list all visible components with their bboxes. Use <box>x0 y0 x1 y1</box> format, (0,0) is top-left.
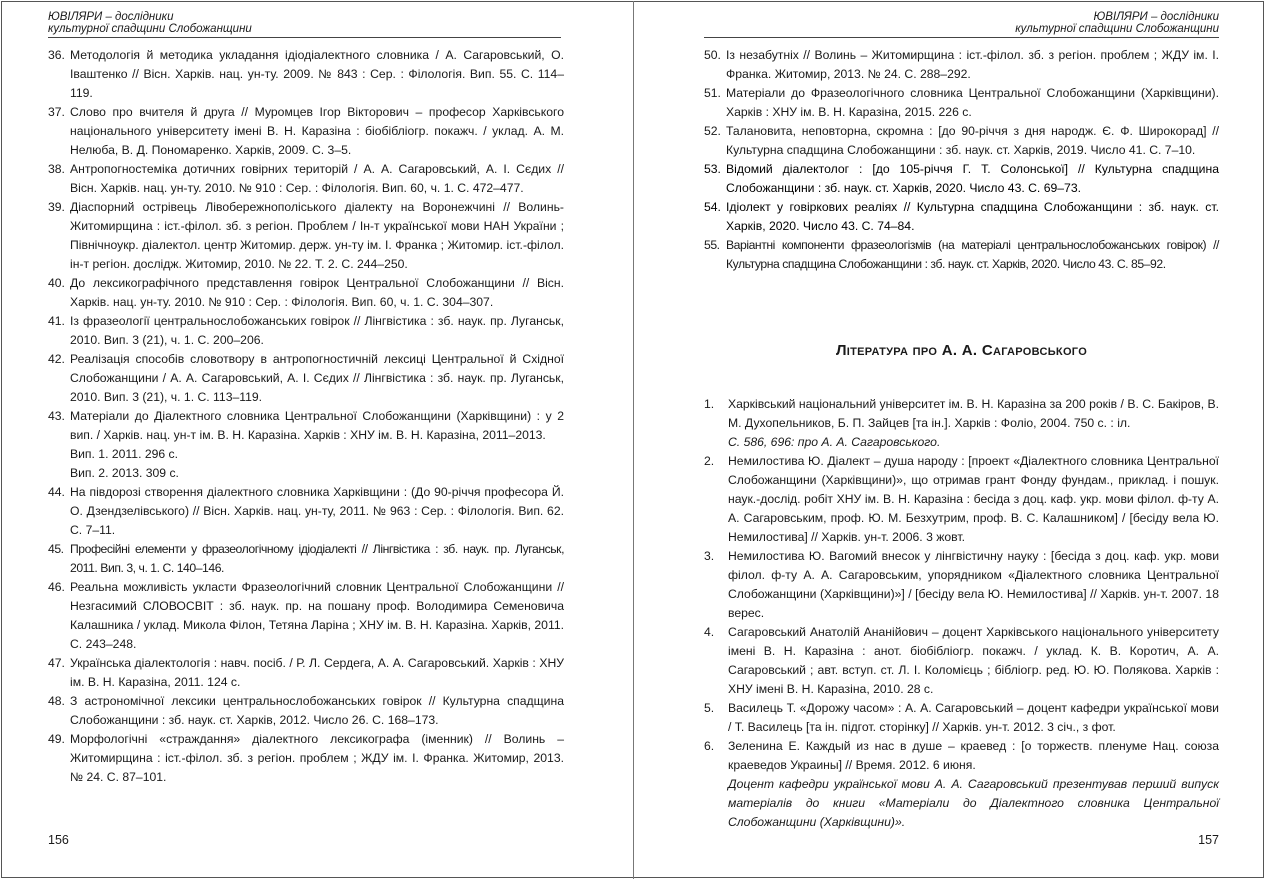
bibliography-entry <box>48 198 564 274</box>
header-rule-right <box>704 37 1219 38</box>
entry-number: 37. <box>48 105 65 119</box>
entry-text: Варіантні компоненти фразеологізмів (на матеріалі центральнослобожанських говірок) // Культурна спадщина Слобожанщини : зб. наук. ст. Харків, 2020. Число 43. С. 85–92. <box>726 238 1219 271</box>
entry-text: На півдорозі створення діалектного словника Харківщини : (До 90-річчя професора Й. О. Дзендзелівського) // Вісн. Харків. нац. ун-ту, 2011. № 963 : Сер. : Філологія. Вип. 62. С. 7–11. <box>70 485 564 537</box>
entry-number: 4. <box>704 625 715 639</box>
header-rule-left <box>48 37 561 38</box>
running-head-line2: культурної спадщини Слобожанщини <box>48 23 252 35</box>
bibliography-entry <box>48 578 564 654</box>
entry-number: 52. <box>704 124 721 138</box>
entry-text: Професійні елементи у фразеологічному ідіодіалекті // Лінгвістика : зб. наук. пр. Луганськ, 2011. Вип. 3, ч. 1. С. 140–146. <box>70 542 564 575</box>
entry-text: Немилостива Ю. Вагомий внесок у лінгвістичну науку : [бесіда з доц. каф. укр. мови філол. ф-ту А. А. Сагаровським, упорядником «Діалектного словника Центральної Слобожанщини (Харківщини)»] / [бесіду вела Ю. Немилостива] // Харків. ун-т. 2007. 18 верес. <box>728 549 1219 620</box>
entry-number: 42. <box>48 352 65 366</box>
entry-text: Із незабутніх // Волинь – Житомирщина : іст.-філол. зб. з регіон. проблем ; ЖДУ ім. І. Франка. Житомир, 2013. № 24. С. 288–292. <box>726 48 1219 81</box>
entry-number: 38. <box>48 162 65 176</box>
entry-number: 36. <box>48 48 65 62</box>
bibliography-entry <box>48 654 564 692</box>
entry-italic-note: Доцент кафедри української мови А. А. Сагаровський презентував перший випуск матеріалів до книги «Матеріали до Діалектного словника Центральної Слобожанщини (Харківщини)». <box>728 777 1219 829</box>
entry-number: 46. <box>48 580 65 594</box>
entry-text: Сагаровський Анатолій Ананійович – доцент Харківського національного університету імені В. Н. Каразіна : анот. біобібліогр. покажч. / уклад. К. В. Коротич, А. А. Сагаровський ; авт. вступ. ст. Л. І. Коломієць ; бібліогр. ред. Ю. Ю. Полякова. Харків : ХНУ імені В. Н. Каразіна, 2010. 28 с. <box>728 625 1219 696</box>
bibliography-entry <box>48 350 564 407</box>
literature-entry <box>704 623 1219 699</box>
entry-text: Реальна можливість укласти Фразеологічний словник Центральної Слобожанщини // Незгасимий СЛОВОСВІТ : зб. наук. пр. на пошану проф. Володимира Семеновича Калашника / уклад. Микола Філон, Тетяна Ларіна ; ХНУ ім. В. Н. Каразіна. Харків, 2011. С. 243–248. <box>70 580 564 651</box>
bibliography-entry <box>48 103 564 160</box>
entry-number: 51. <box>704 86 721 100</box>
entry-number: 43. <box>48 409 65 423</box>
entry-text: Слово про вчителя й друга // Муромцев Ігор Вікторович – професор Харківського національного університету імені В. Н. Каразіна : біобібліогр. покажч. / уклад. А. М. Нелюба, В. Д. Пономаренко. Харків, 2009. С. 3–5. <box>70 105 564 157</box>
entry-number: 48. <box>48 694 65 708</box>
entry-text: Немилостива Ю. Діалект – душа народу : [проект «Діалектного словника Центральної Слобожанщини (Харківщини)», що отримав грант Фонду фундам., приклад. і пошук. наук.-дослід. робіт ХНУ ім. В. Н. Каразіна : бесіда з доц. каф. укр. мови філол. ф-ту А. А. Сагаровським, проф. Ю. М. Безхутрим, проф. В. С. Калашником] / [бесіду вела Ю. Немилостива] // Харків. ун-т. 2006. 3 жовт. <box>728 454 1219 544</box>
bibliography-entry <box>48 274 564 312</box>
entry-text: До лексикографічного представлення говірок Центральної Слобожанщини // Вісн. Харків. нац. ун-ту. 2010. № 910 : Сер. : Філологія. Вип. 60, ч. 1. С. 304–307. <box>70 276 564 309</box>
entry-text: Харківський національний університет ім. В. Н. Каразіна за 200 років / В. С. Бакіров, В. М. Духопельников, Б. П. Зайцев [та ін.]. Харків : Фоліо, 2004. 750 с. : іл. <box>728 397 1219 430</box>
bibliography-list-left <box>48 46 564 787</box>
entry-number: 1. <box>704 397 715 411</box>
running-head-line1: ЮВІЛЯРИ – дослідники <box>1093 11 1219 23</box>
entry-text: Українська діалектологія : навч. посіб. / Р. Л. Сердега, А. А. Сагаровський. Харків : ХНУ ім. В. Н. Каразіна, 2011. 124 с. <box>70 656 564 689</box>
bibliography-entry <box>704 160 1219 198</box>
entry-volume-line: Вип. 1. 2011. 296 с. <box>70 447 179 461</box>
bibliography-entry <box>704 122 1219 160</box>
section-title: Література про А. А. Сагаровського <box>835 342 1088 359</box>
entry-number: 49. <box>48 732 65 746</box>
running-head-right <box>1015 11 1219 35</box>
entry-text: Матеріали до Діалектного словника Центральної Слобожанщини (Харківщини) : у 2 вип. / Харків. нац. ун-т ім. В. Н. Каразіна. Харків : ХНУ ім. В. Н. Каразіна, 2011–2013. <box>70 409 564 442</box>
literature-list <box>704 395 1219 832</box>
entry-number: 40. <box>48 276 65 290</box>
running-head-line1: ЮВІЛЯРИ – дослідники <box>48 11 174 23</box>
entry-text: Відомий діалектолог : [до 105-річчя Г. Т. Солонської] // Культурна спадщина Слобожанщини : зб. наук. ст. Харків, 2020. Число 43. С. 69–73. <box>726 162 1219 195</box>
entry-number: 50. <box>704 48 721 62</box>
page-number-right: 157 <box>1198 833 1219 847</box>
literature-entry <box>704 737 1219 832</box>
left-page <box>0 0 633 881</box>
bibliography-entry <box>48 692 564 730</box>
entry-number: 5. <box>704 701 715 715</box>
entry-text: Діаспорний острівець Лівобережнополіського діалекту на Воронежчині // Волинь-Житомирщина : іст.-філол. зб. з регіон. Проблем / Ін-т української мови НАН України ; Північноукр. діалектол. центр Житомир. держ. ун-ту ім. І. Франка ; Житомир. іст.-філол. ін-т регіон. дослідж. Житомир, 2010. № 22. Т. 2. С. 244–250. <box>70 200 564 271</box>
entry-number: 6. <box>704 739 715 753</box>
bibliography-entry <box>704 84 1219 122</box>
entry-text: Реалізація способів словотвору в антропогностичній лексиці Центральної й Східної Слобожанщини / А. А. Сагаровський, А. І. Сєдих // Лінгвістика : зб. наук. пр. Луганськ, 2010. Вип. 3 (21), ч. 1. С. 113–119. <box>70 352 564 404</box>
entry-number: 39. <box>48 200 65 214</box>
entry-text: Василець Т. «Дорожу часом» : А. А. Сагаровський – доцент кафедри української мови / Т. Василець [та ін. підгот. сторінку] // Харків. ун-т. 2012. 3 січ., з фот. <box>728 701 1219 734</box>
bibliography-entry <box>704 46 1219 84</box>
entry-text: Із фразеології центральнослобожанських говірок // Лінгвістика : зб. наук. пр. Луганськ, 2010. Вип. 3 (21), ч. 1. С. 200–206. <box>70 314 564 347</box>
bibliography-entry <box>48 540 564 578</box>
literature-entry <box>704 699 1219 737</box>
entry-number: 41. <box>48 314 65 328</box>
entry-number: 55. <box>704 238 720 252</box>
right-page <box>634 0 1267 881</box>
entry-italic-note: С. 586, 696: про А. А. Сагаровського. <box>728 435 941 449</box>
running-head-line2: культурної спадщини Слобожанщини <box>1015 23 1219 35</box>
bibliography-entry <box>48 730 564 787</box>
entry-text: Методологія й методика укладання ідіодіалектного словника / А. Сагаровський, О. Іваштенко // Вісн. Харків. нац. ун-ту. 2009. № 843 : Сер. : Філологія. Вип. 55. С. 114–119. <box>70 48 564 100</box>
entry-number: 3. <box>704 549 715 563</box>
entry-number: 45. <box>48 542 64 556</box>
bibliography-entry <box>48 46 564 103</box>
running-head-left <box>48 11 252 35</box>
bibliography-entry <box>704 198 1219 236</box>
bibliography-list-right <box>704 46 1219 274</box>
entry-volume-line: Вип. 2. 2013. 309 с. <box>70 466 179 480</box>
entry-text: Ідіолект у говіркових реаліях // Культурна спадщина Слобожанщини : зб. наук. ст. Харків, 2020. Число 43. С. 74–84. <box>726 200 1219 233</box>
bibliography-entry <box>48 160 564 198</box>
bibliography-entry <box>48 407 564 483</box>
entry-text: Матеріали до Фразеологічного словника Центральної Слобожанщини (Харківщини). Харків : ХНУ ім. В. Н. Каразіна, 2015. 226 с. <box>726 86 1219 119</box>
entry-number: 2. <box>704 454 715 468</box>
bibliography-entry <box>704 236 1219 274</box>
bibliography-entry <box>48 483 564 540</box>
literature-entry <box>704 395 1219 452</box>
bibliography-entry <box>48 312 564 350</box>
literature-entry <box>704 547 1219 623</box>
entry-number: 54. <box>704 200 721 214</box>
page-number-left: 156 <box>48 833 69 847</box>
entry-text: Морфологічні «страждання» діалектного лексикографа (іменник) // Волинь – Житомирщина : іст.-філол. зб. з регіон. проблем ; ЖДУ ім. І. Франка. Житомир, 2013. № 24. С. 87–101. <box>70 732 564 784</box>
entry-text: Талановита, неповторна, скромна : [до 90-річчя з дня народж. Є. Ф. Широкорад] // Культурна спадщина Слобожанщини : зб. наук. ст. Харків, 2019. Число 41. С. 7–10. <box>726 124 1219 157</box>
entry-number: 47. <box>48 656 65 670</box>
entry-text: З астрономічної лексики центральнослобожанських говірок // Культурна спадщина Слобожанщини : зб. наук. ст. Харків, 2012. Число 26. С. 168–173. <box>70 694 564 727</box>
entry-text: Антропогностеміка дотичних говірних територій / А. А. Сагаровський, А. І. Сєдих // Вісн. Харків. нац. ун-ту. 2010. № 910 : Сер. : Філологія. Вип. 60, ч. 1. С. 472–477. <box>70 162 564 195</box>
entry-number: 53. <box>704 162 721 176</box>
entry-text: Зеленина Е. Каждый из нас в душе – краевед : [о торжеств. пленуме Нац. союза краеведов Украины] // Время. 2012. 6 июня. <box>728 739 1219 772</box>
literature-entry <box>704 452 1219 547</box>
entry-number: 44. <box>48 485 65 499</box>
